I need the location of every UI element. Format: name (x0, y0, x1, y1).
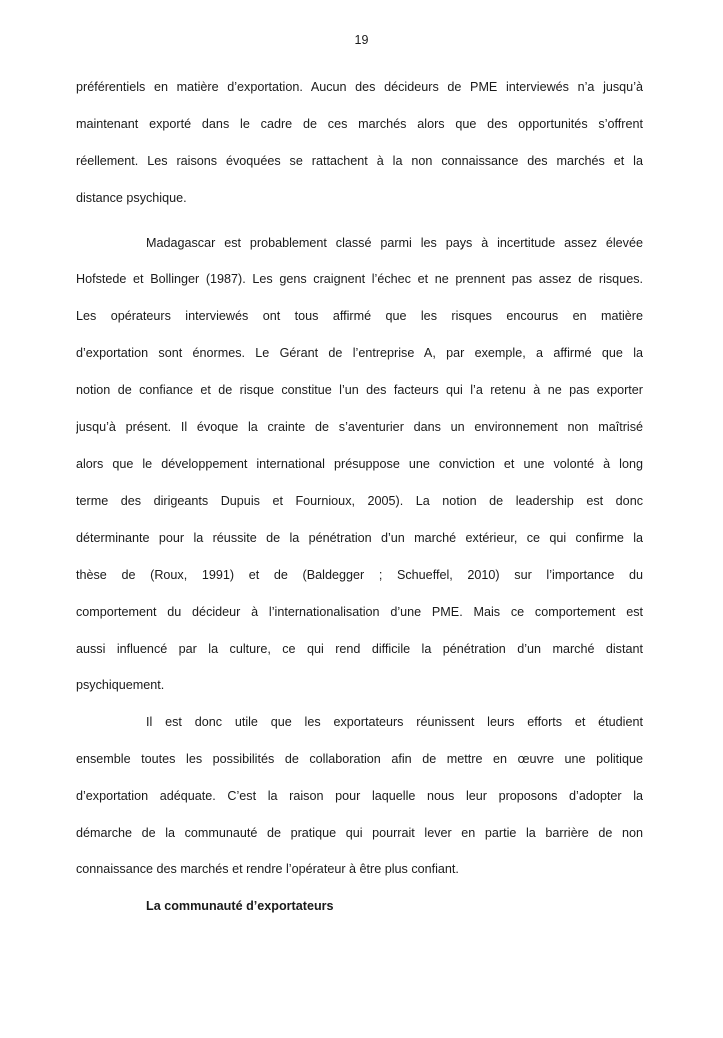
page-number: 19 (354, 33, 369, 47)
paragraph-2-line-7: alors que le développement international présuppose une conviction et une volonté à long (76, 457, 643, 471)
paragraph-3-line-1: Il est donc utile que les exportateurs réunissent leurs efforts et étudient (146, 715, 643, 729)
paragraph-1-line-2: maintenant exporté dans le cadre de ces marchés alors que des opportunités s’offrent (76, 117, 643, 131)
paragraph-2-line-2: Hofstede et Bollinger (1987). Les gens craignent l’échec et ne prennent pas assez de risques. (76, 272, 643, 286)
paragraph-2-line-11: comportement du décideur à l’internationalisation d’une PME. Mais ce comportement est (76, 605, 643, 619)
paragraph-2-line-1: Madagascar est probablement classé parmi les pays à incertitude assez élevée (146, 236, 643, 250)
paragraph-3-line-5: connaissance des marchés et rendre l’opérateur à être plus confiant. (76, 862, 459, 876)
paragraph-2-line-10: thèse de (Roux, 1991) et de (Baldegger ; Schueffel, 2010) sur l’importance du (76, 568, 643, 582)
paragraph-2-line-6: jusqu’à présent. Il évoque la crainte de s’aventurier dans un environnement non maîtrisé (76, 420, 643, 434)
paragraph-3-line-4: démarche de la communauté de pratique qui pourrait lever en partie la barrière de non (76, 826, 643, 840)
paragraph-2-line-12: aussi influencé par la culture, ce qui rend difficile la pénétration d’un marché distant (76, 642, 643, 656)
paragraph-3-line-2: ensemble toutes les possibilités de collaboration afin de mettre en œuvre une politique (76, 752, 643, 766)
paragraph-1-line-1: préférentiels en matière d’exportation. Aucun des décideurs de PME interviewés n’a jusqu’à (76, 80, 643, 94)
paragraph-1-line-4: distance psychique. (76, 191, 187, 205)
paragraph-2-line-9: déterminante pour la réussite de la pénétration d’un marché extérieur, ce qui confirme la (76, 531, 643, 545)
paragraph-3-line-3: d’exportation adéquate. C’est la raison pour laquelle nous leur proposons d’adopter la (76, 789, 643, 803)
section-heading: La communauté d’exportateurs (146, 899, 334, 913)
paragraph-2-line-3: Les opérateurs interviewés ont tous affirmé que les risques encourus en matière (76, 309, 643, 323)
paragraph-2-line-13: psychiquement. (76, 678, 165, 692)
paragraph-2-line-5: notion de confiance et de risque constitue l’un des facteurs qui l’a retenu à ne pas exporter (76, 383, 643, 397)
paragraph-1-line-3: réellement. Les raisons évoquées se rattachent à la non connaissance des marchés et la (76, 154, 643, 168)
paragraph-2-line-4: d’exportation sont énormes. Le Gérant de l’entreprise A, par exemple, a affirmé que la (76, 346, 643, 360)
paragraph-2-line-8: terme des dirigeants Dupuis et Fournioux, 2005). La notion de leadership est donc (76, 494, 643, 508)
